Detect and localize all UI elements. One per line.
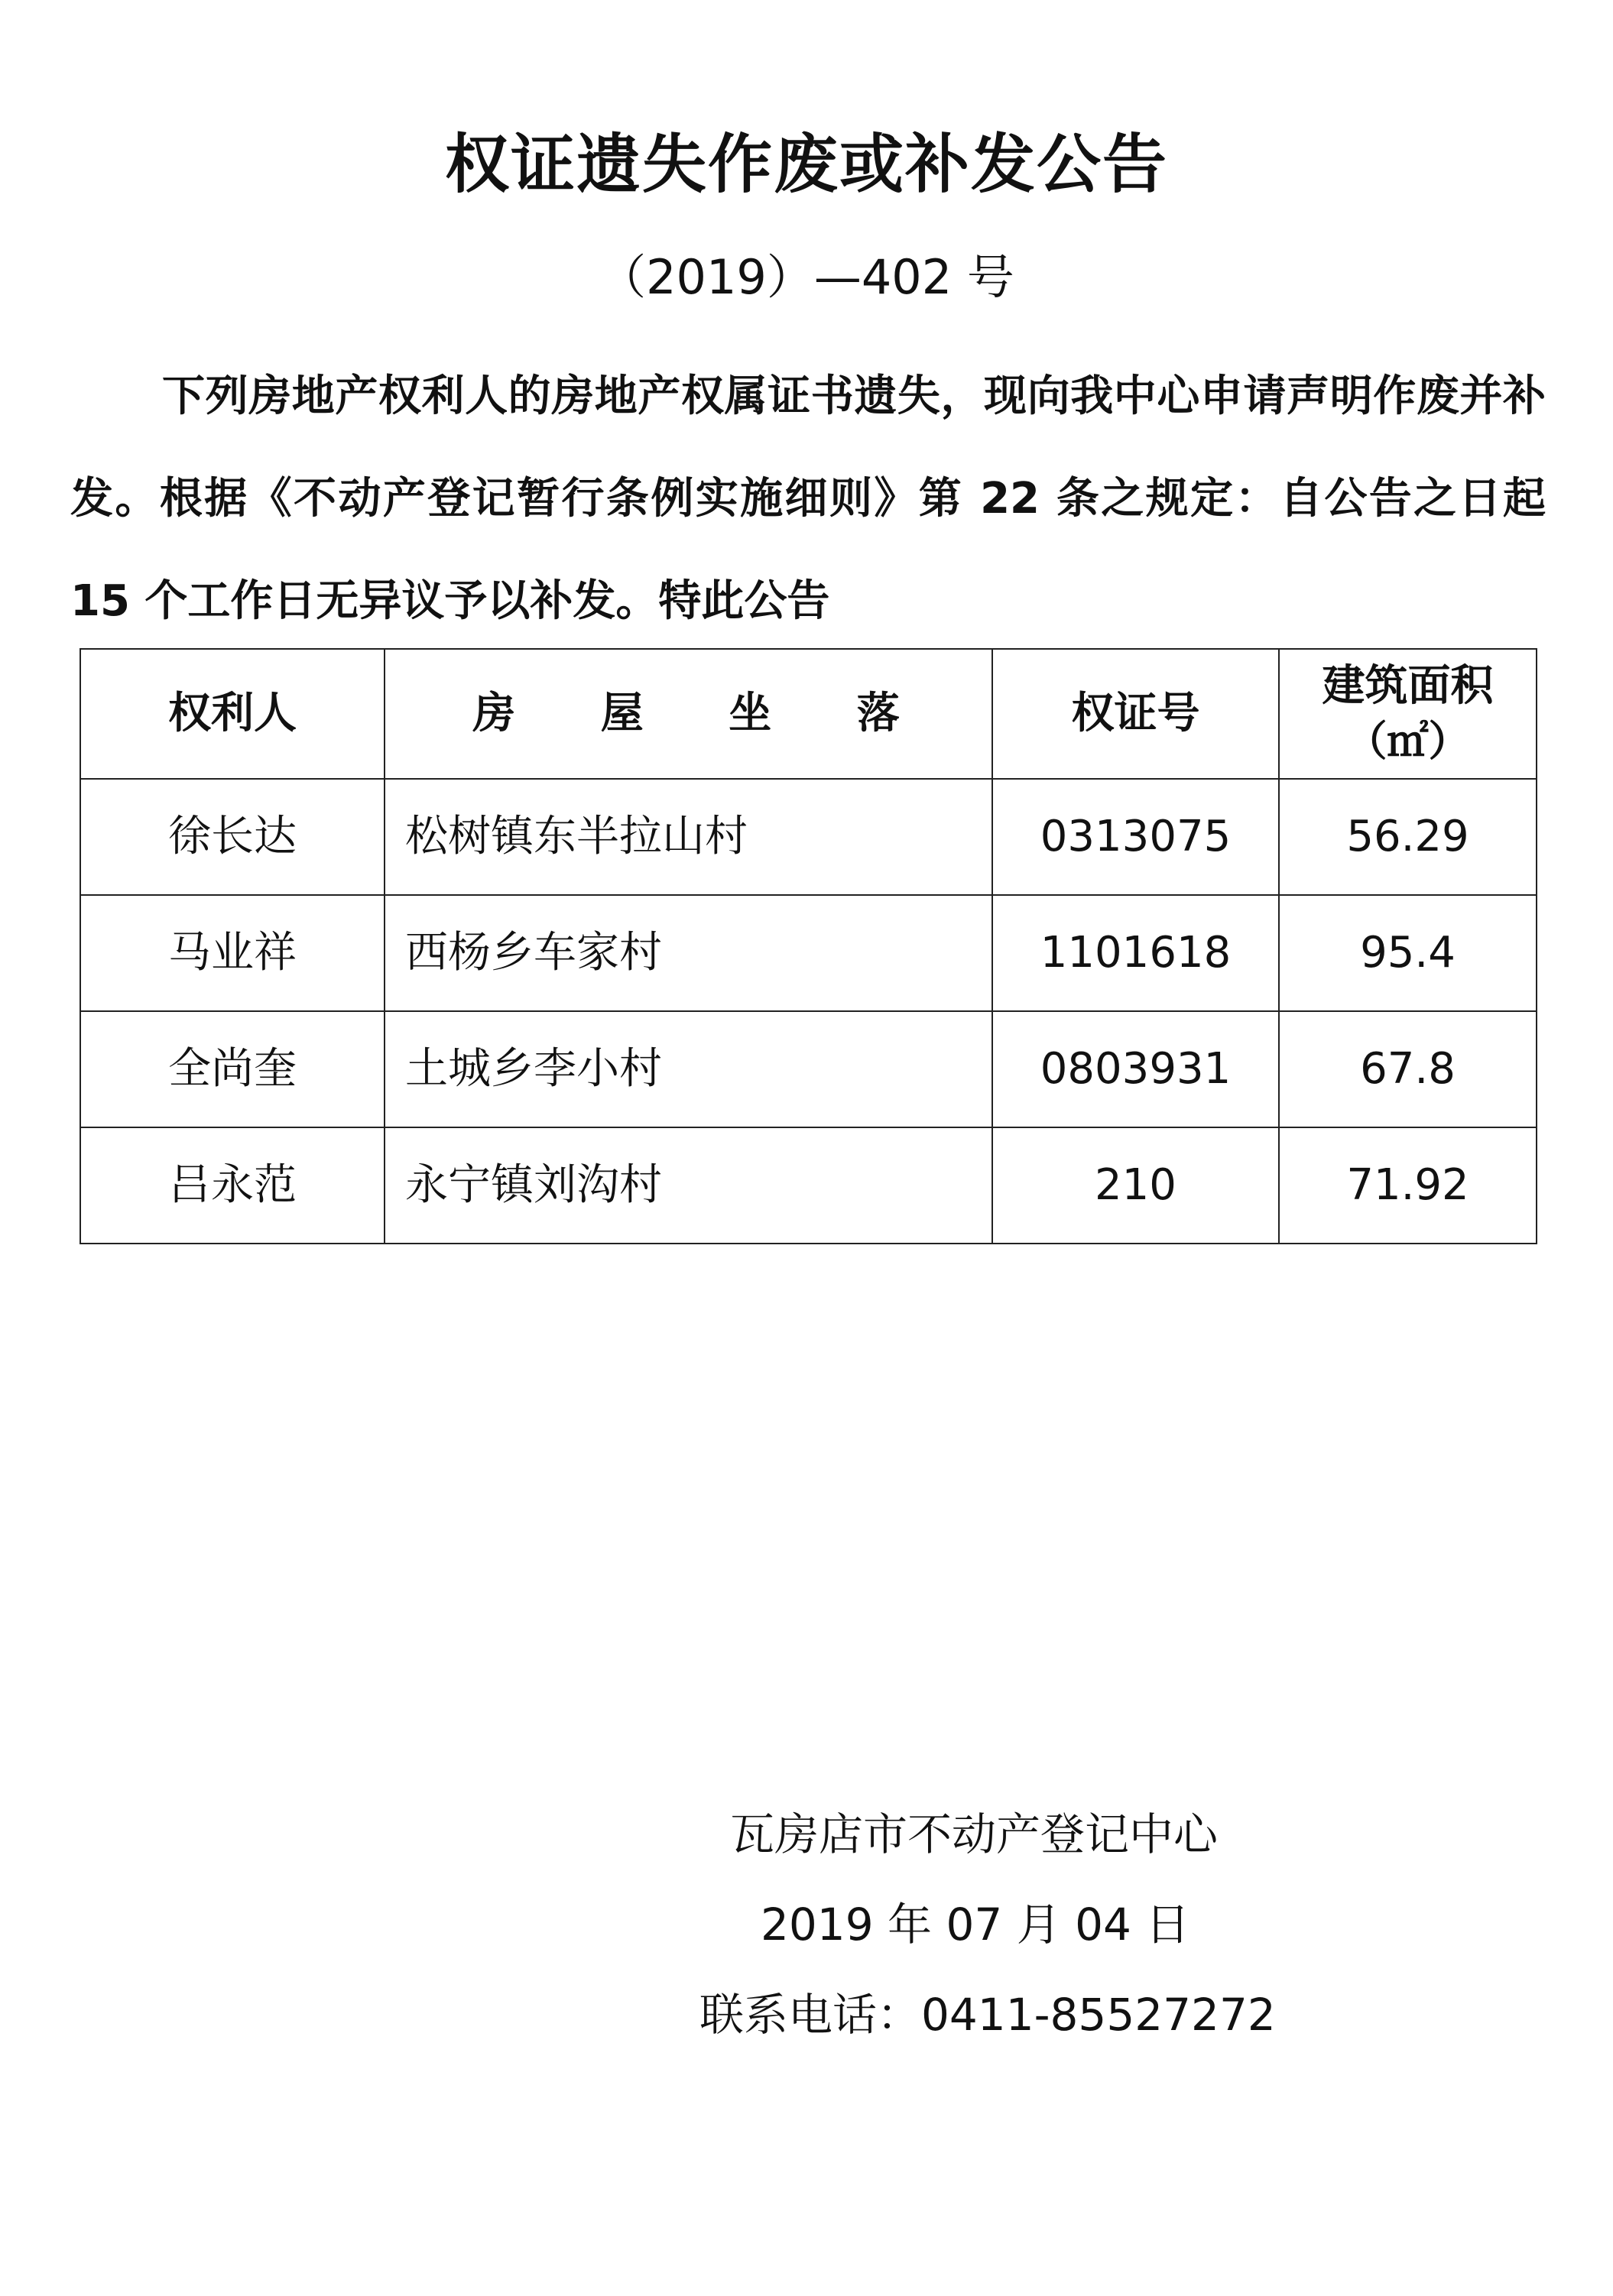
- cell-owner: 吕永范: [80, 1127, 385, 1244]
- cell-owner: 马业祥: [80, 895, 385, 1011]
- cell-cert-no: 0313075: [992, 779, 1279, 895]
- contact-phone: 联系电话：0411-85527272: [699, 1989, 1276, 2041]
- table-row: [80, 1011, 1537, 1127]
- table-row: [80, 779, 1537, 895]
- cell-location: 土城乡李小村: [385, 1011, 992, 1127]
- header-area-unit: （㎡）: [1345, 717, 1470, 765]
- cell-area: 67.8: [1279, 1011, 1537, 1127]
- table-header-row: [80, 649, 1537, 779]
- cell-location: 松树镇东半拉山村: [385, 779, 992, 895]
- cell-owner: 全尚奎: [80, 1011, 385, 1127]
- lost-certificate-table: [80, 648, 1537, 1244]
- header-owner: 权利人: [80, 649, 385, 779]
- cell-cert-no: 210: [992, 1127, 1279, 1244]
- cell-area: 71.92: [1279, 1127, 1537, 1244]
- document-title: 权证遗失作废或补发公告: [444, 127, 1168, 202]
- header-location: 房 屋 坐 落: [385, 649, 992, 779]
- issuing-organization: 瓦房店市不动产登记中心: [730, 1808, 1219, 1860]
- header-area-label: 建筑面积: [1322, 661, 1494, 711]
- header-cert-no: 权证号: [992, 649, 1279, 779]
- cell-cert-no: 0803931: [992, 1011, 1279, 1127]
- table-row: [80, 1127, 1537, 1244]
- cell-area: 95.4: [1279, 895, 1537, 1011]
- cell-area: 56.29: [1279, 779, 1537, 895]
- document-number: （2019）—402 号: [599, 249, 1014, 305]
- issue-date: 2019 年 07 月 04 日: [761, 1899, 1190, 1951]
- cell-cert-no: 1101618: [992, 895, 1279, 1011]
- intro-paragraph: 下列房地产权利人的房地产权属证书遗失，现向我中心申请声明作废并补发。根据《不动产登记暂行条例实施细则》第 22 条之规定：自公告之日起 15 个工作日无异议予以补发。特此公告: [70, 371, 1546, 626]
- cell-owner: 徐长达: [80, 779, 385, 895]
- cell-location: 永宁镇刘沟村: [385, 1127, 992, 1244]
- header-area: [1279, 649, 1537, 779]
- cell-location: 西杨乡车家村: [385, 895, 992, 1011]
- table-row: [80, 895, 1537, 1011]
